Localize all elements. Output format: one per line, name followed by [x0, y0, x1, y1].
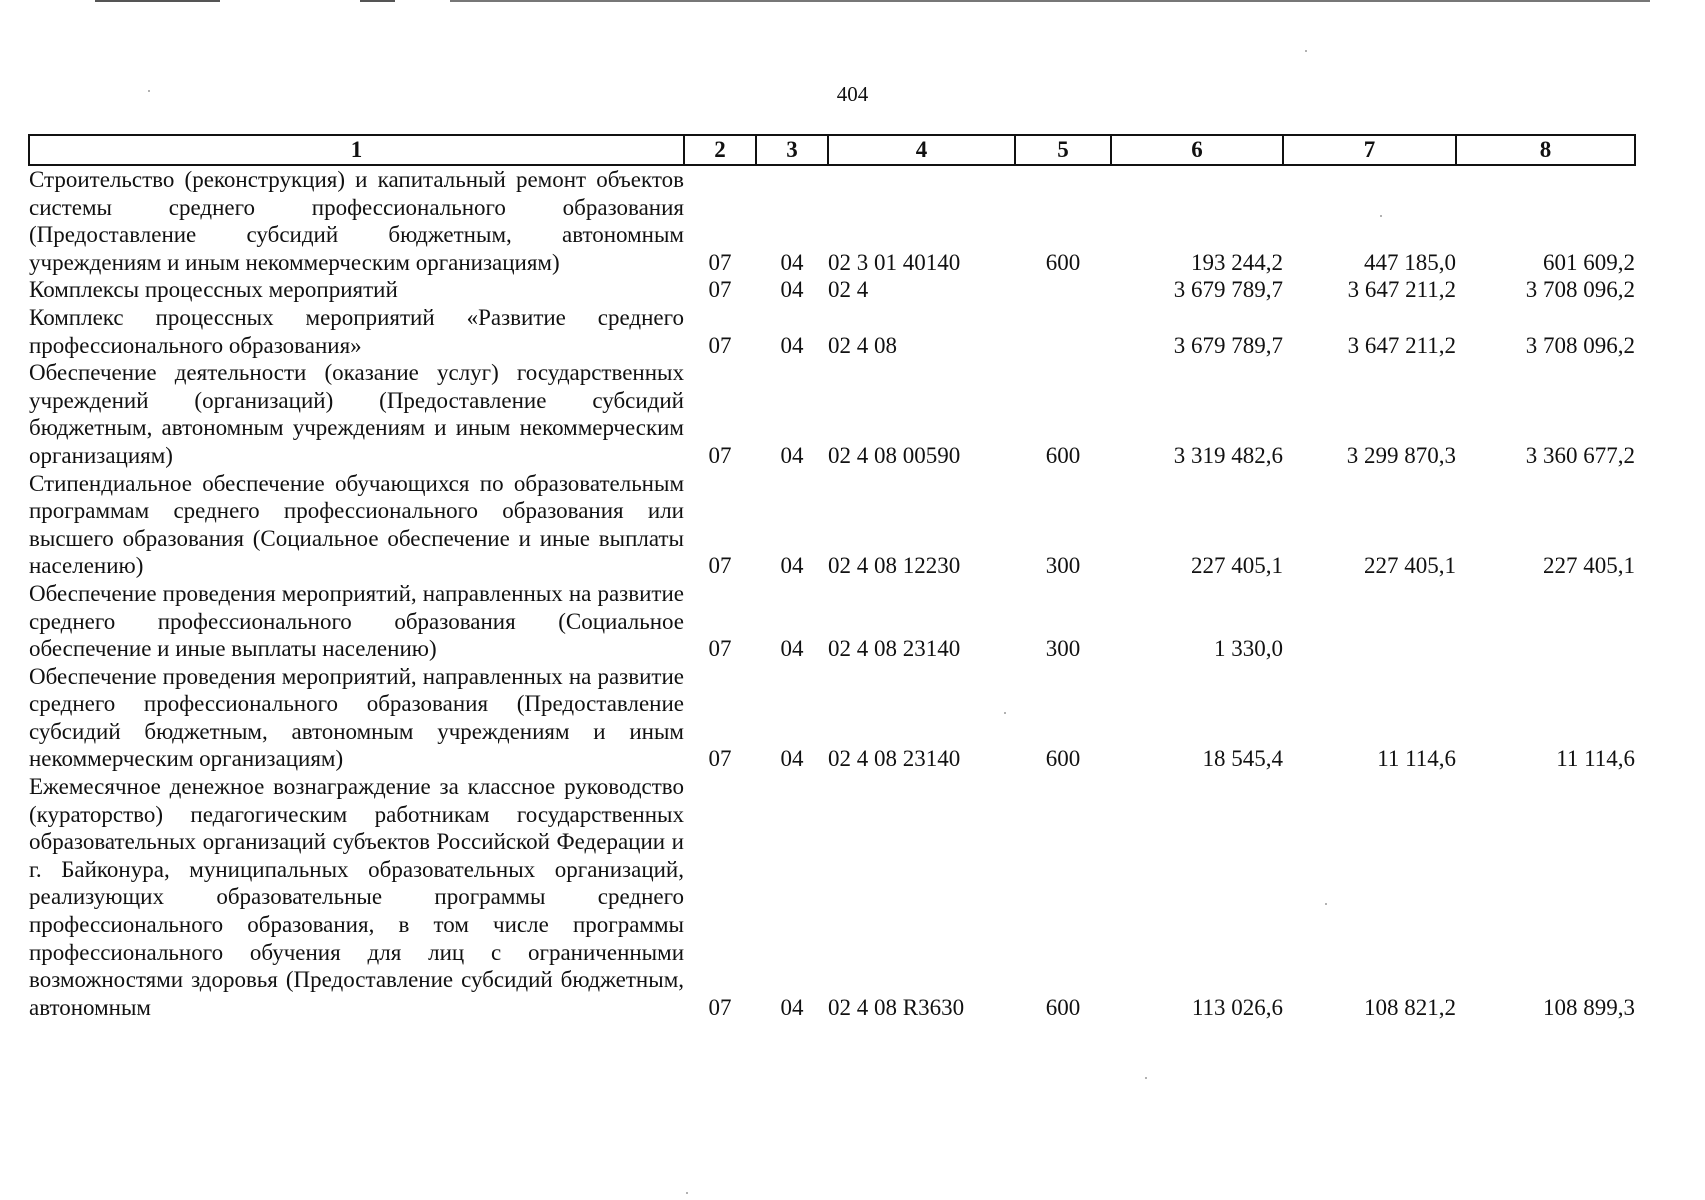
target-article-code: 02 4 08 23140 — [828, 746, 961, 772]
row-description: Обеспечение проведения мероприятий, направленных на развитие среднего профессионального образования (Предоставление субсидий бюджетным, автономным учреждениям и иным некоммерческим организациям) — [29, 663, 684, 772]
target-article-code: 02 4 08 R3630 — [828, 994, 965, 1020]
expense-type-code: 300 — [1045, 636, 1081, 662]
row-description: Обеспечение деятельности (оказание услуг) государственных учреждений (организаций) (Предоставление субсидий бюджетным, автономным учреждениям и иным некоммерческим организациям) — [29, 360, 684, 468]
subsection-code: 04 — [780, 746, 804, 772]
expense-type-code: 600 — [1045, 249, 1081, 275]
column-header: 2 — [684, 135, 756, 165]
column-header: 3 — [756, 135, 828, 165]
table-row — [29, 304, 1635, 359]
table-row — [29, 165, 1635, 276]
subsection-code: 04 — [780, 636, 804, 662]
row-description: Ежемесячное денежное вознаграждение за классное руководство (кураторство) педагогическим работникам государственных образовательных организаций субъектов Российской Федерации и г. Байконура, муниципальных образовательных организаций, реализующих образовательные программы среднего профессионального образования, в том числе программы профессионального обучения для лиц с ограниченными возможностями здоровья (Предоставление субсидий бюджетным, автономным — [29, 774, 684, 1020]
expense-type-code: 600 — [1045, 746, 1081, 772]
amount-col6: 1 330,0 — [1214, 636, 1283, 662]
amount-col6: 193 244,2 — [1191, 249, 1283, 275]
subsection-code: 04 — [780, 994, 804, 1020]
section-code: 07 — [708, 442, 732, 468]
amount-col7: 3 647 211,2 — [1347, 332, 1456, 358]
page-number: 404 — [836, 82, 869, 106]
amount-col8: 601 609,2 — [1543, 249, 1635, 275]
amount-col8: 227 405,1 — [1543, 553, 1635, 579]
amount-col7: 11 114,6 — [1377, 746, 1456, 772]
section-code: 07 — [708, 553, 732, 579]
amount-col8: 11 114,6 — [1556, 746, 1635, 772]
amount-col8: 3 360 677,2 — [1525, 442, 1635, 468]
expense-type-code — [1015, 304, 1111, 359]
target-article-code: 02 4 08 23140 — [828, 636, 961, 662]
subsection-code: 04 — [780, 442, 804, 468]
scan-edge-line — [450, 0, 1650, 2]
scan-edge-line — [360, 0, 395, 2]
column-header: 6 — [1111, 135, 1283, 165]
expense-type-code — [1015, 276, 1111, 304]
expense-type-code: 600 — [1045, 442, 1081, 468]
amount-col6: 227 405,1 — [1191, 553, 1283, 579]
target-article-code: 02 4 08 12230 — [828, 553, 961, 579]
amount-col7 — [1283, 580, 1456, 663]
amount-col7: 447 185,0 — [1364, 249, 1456, 275]
target-article-code: 02 4 — [828, 277, 869, 303]
column-header: 7 — [1283, 135, 1456, 165]
amount-col6: 3 679 789,7 — [1173, 332, 1283, 358]
target-article-code: 02 4 08 — [828, 332, 897, 358]
table-row — [29, 470, 1635, 580]
row-description: Обеспечение проведения мероприятий, направленных на развитие среднего профессионального образования (Социальное обеспечение и иные выплаты населению) — [29, 580, 684, 662]
amount-col6: 3 679 789,7 — [1173, 277, 1283, 303]
row-description: Комплексы процессных мероприятий — [29, 277, 398, 303]
scan-speck — [1325, 903, 1327, 905]
expense-type-code: 600 — [1045, 994, 1081, 1020]
column-header-row — [29, 135, 1635, 165]
budget-table — [28, 134, 1636, 1021]
amount-col8: 3 708 096,2 — [1525, 277, 1635, 303]
scan-speck — [1305, 50, 1307, 52]
scan-speck — [1380, 215, 1382, 217]
scan-speck — [1145, 1077, 1147, 1079]
section-code: 07 — [708, 332, 732, 358]
amount-col8: 3 708 096,2 — [1525, 332, 1635, 358]
column-header: 5 — [1015, 135, 1111, 165]
table-row — [29, 580, 1635, 663]
column-header: 1 — [29, 135, 684, 165]
amount-col7: 227 405,1 — [1364, 553, 1456, 579]
expense-type-code: 300 — [1045, 553, 1081, 579]
table-row — [29, 663, 1635, 773]
section-code: 07 — [708, 636, 732, 662]
amount-col8: 108 899,3 — [1543, 994, 1635, 1020]
scan-speck — [1004, 712, 1006, 714]
amount-col6: 18 545,4 — [1202, 746, 1283, 772]
amount-col7: 3 299 870,3 — [1346, 442, 1456, 468]
row-description: Стипендиальное обеспечение обучающихся по образовательным программам среднего профессионального образования или высшего образования (Социальное обеспечение и иные выплаты населению) — [29, 470, 684, 579]
amount-col7: 108 821,2 — [1364, 994, 1456, 1020]
table-row — [29, 276, 1635, 304]
amount-col8 — [1456, 580, 1635, 663]
scan-speck — [148, 90, 150, 92]
section-code: 07 — [708, 994, 732, 1020]
scan-speck — [686, 1192, 688, 1194]
amount-col6: 113 026,6 — [1191, 994, 1283, 1020]
amount-col7: 3 647 211,2 — [1347, 277, 1456, 303]
subsection-code: 04 — [780, 553, 804, 579]
subsection-code: 04 — [780, 332, 804, 358]
column-header: 4 — [828, 135, 1015, 165]
section-code: 07 — [708, 746, 732, 772]
row-description: Комплекс процессных мероприятий «Развитие среднего профессионального образования» — [29, 304, 684, 358]
target-article-code: 02 4 08 00590 — [828, 442, 961, 468]
row-description: Строительство (реконструкция) и капитальный ремонт объектов системы среднего профессионального образования (Предоставление субсидий бюджетным, автономным учреждениям и иным некоммерческим организациям) — [29, 167, 684, 275]
amount-col6: 3 319 482,6 — [1173, 442, 1283, 468]
column-header: 8 — [1456, 135, 1635, 165]
scan-edge-line — [95, 0, 220, 2]
target-article-code: 02 3 01 40140 — [828, 249, 961, 275]
table-row — [29, 359, 1635, 469]
section-code: 07 — [708, 277, 732, 303]
subsection-code: 04 — [780, 277, 804, 303]
table-row — [29, 773, 1635, 1021]
section-code: 07 — [708, 249, 732, 275]
subsection-code: 04 — [780, 249, 804, 275]
